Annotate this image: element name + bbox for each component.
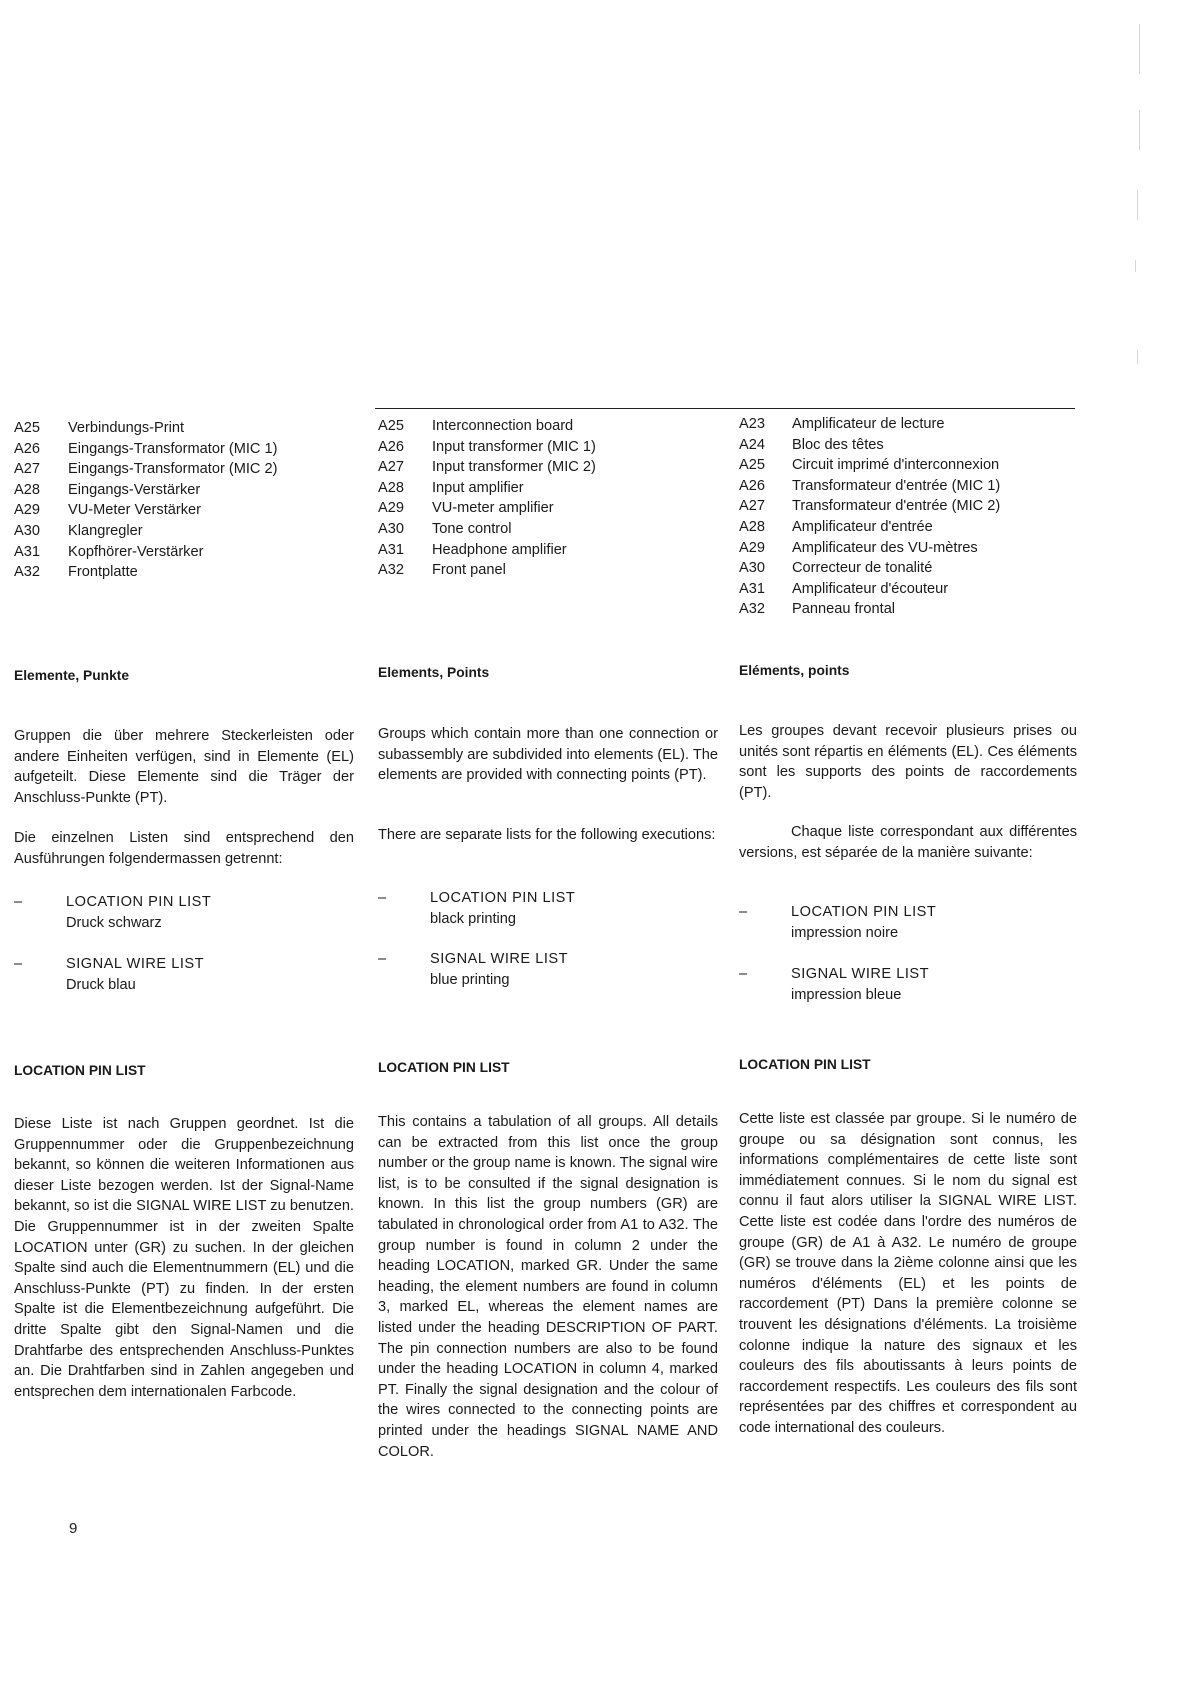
elements-heading: Eléments, points: [739, 663, 850, 678]
group-code: A31: [739, 580, 765, 597]
lists-paragraph: Chaque liste correspondant aux différentes versions, est séparée de la manière suivante:: [739, 824, 1077, 861]
group-code: A31: [378, 541, 404, 558]
location-pin-list-heading: LOCATION PIN LIST: [14, 1063, 146, 1078]
list-item: [739, 476, 1077, 497]
list-subtitle: impression noire: [791, 924, 899, 941]
list-item: [739, 558, 1077, 579]
group-code: A30: [739, 560, 765, 577]
list-item: [378, 540, 718, 561]
group-code: A27: [378, 459, 404, 476]
group-code: A28: [378, 479, 404, 496]
list-subtitle: black printing: [430, 910, 516, 927]
list-subtitle: Druck schwarz: [66, 914, 162, 931]
list-item: [739, 414, 1077, 435]
group-code: A29: [739, 539, 765, 556]
group-name: Eingangs-Verstärker: [68, 481, 201, 498]
list-item: [378, 437, 718, 458]
group-name: Input transformer (MIC 1): [432, 438, 596, 455]
location-pin-list-heading: LOCATION PIN LIST: [378, 1060, 510, 1075]
group-name: Tone control: [432, 520, 512, 537]
group-name: Amplificateur de lecture: [792, 416, 945, 432]
group-code: A25: [739, 457, 765, 474]
group-name: Transformateur d'entrée (MIC 2): [792, 498, 1001, 515]
group-name: Amplificateur d'entrée: [792, 518, 933, 535]
group-name: Front panel: [432, 562, 506, 579]
elements-paragraph: Groups which contain more than one connection or subassembly are subdivided into elements (EL). The elements are provided with connecting points (PT).: [378, 726, 718, 784]
group-code: A25: [378, 418, 404, 434]
group-name: Interconnection board: [432, 418, 574, 434]
list-item: [739, 455, 1077, 476]
group-list: [14, 418, 354, 583]
list-title: SIGNAL WIRE LIST: [430, 951, 569, 967]
list-item: [739, 538, 1077, 559]
elements-heading: Elements, Points: [378, 665, 490, 680]
group-code: A25: [14, 420, 40, 436]
header-rule: [375, 408, 1075, 409]
list-item: [739, 579, 1077, 600]
group-name: Bloc des têtes: [792, 436, 884, 453]
group-code: A29: [14, 502, 40, 519]
list-item: [739, 517, 1077, 538]
group-code: A28: [739, 518, 765, 535]
group-code: A30: [14, 522, 40, 539]
group-name: VU-meter amplifier: [432, 500, 554, 517]
group-code: A28: [14, 481, 40, 498]
group-code: A31: [14, 543, 40, 560]
elements-paragraph: Gruppen die über mehrere Steckerleisten oder andere Einheiten verfügen, sind in Elemente (EL) aufgeteilt. Diese Elemente sind die Träger der Anschluss-Punkte (PT).: [14, 728, 354, 806]
elements-heading: Elemente, Punkte: [14, 668, 130, 683]
list-item: [14, 459, 354, 480]
list-item: [378, 416, 718, 437]
list-item: [14, 500, 354, 521]
list-title: LOCATION PIN LIST: [791, 904, 937, 920]
list-title: LOCATION PIN LIST: [430, 890, 576, 906]
location-pin-list-item: – LOCATION PIN LIST black printing: [378, 888, 718, 929]
group-list: [378, 416, 718, 581]
list-item: [378, 478, 718, 499]
group-name: Transformateur d'entrée (MIC 1): [792, 477, 1001, 494]
group-code: A32: [14, 564, 40, 581]
list-subtitle: impression bleue: [791, 986, 902, 1003]
list-item: [739, 435, 1077, 456]
list-title: LOCATION PIN LIST: [66, 894, 212, 910]
group-code: A27: [739, 498, 765, 515]
group-code: A26: [739, 477, 765, 494]
list-item: [378, 519, 718, 540]
group-name: Circuit imprimé d'interconnexion: [792, 457, 1000, 474]
group-name: Frontplatte: [68, 564, 138, 581]
column-german: [14, 418, 354, 1400]
group-name: Verbindungs-Print: [68, 420, 185, 436]
list-item: [14, 562, 354, 583]
list-item: [378, 498, 718, 519]
column-english: [378, 416, 718, 1460]
location-pin-list-paragraph: Diese Liste ist nach Gruppen geordnet. Ist die Gruppennummer oder die Gruppenbezeichnung bekannt, so können die weiteren Informationen aus dieser Liste bezogen werden. Ist der Signal-Name bekannt, so ist die SIGNAL WIRE LIST zu benutzen. Die Gruppennummer ist in der zweiten Spalte LOCATION unter (GR) zu suchen. In der gleichen Spalte sind auch die Elementnummern (EL) und die Anschluss-Punkte (PT) zu finden. In der ersten Spalte ist die Elementbezeichnung aufgeführt. Die dritte Spalte gibt den Signal-Namen und die Drahtfarbe des entsprechenden Anschluss-Punktes an. Die Drahtfarben sind in Zahlen angegeben und entsprechen dem internationalen Farbcode.: [14, 1116, 354, 1400]
page-number: 9: [69, 1520, 78, 1537]
list-item: [14, 542, 354, 563]
list-item: [378, 457, 718, 478]
list-subtitle: Druck blau: [66, 976, 136, 993]
group-name: Headphone amplifier: [432, 541, 567, 558]
location-pin-list-item: – LOCATION PIN LIST Druck schwarz: [14, 892, 354, 933]
list-title: SIGNAL WIRE LIST: [791, 966, 930, 982]
list-item: [14, 439, 354, 460]
group-list: [739, 414, 1077, 620]
group-name: Kopfhörer-Verstärker: [68, 543, 204, 560]
group-name: Eingangs-Transformator (MIC 2): [68, 461, 278, 478]
group-code: A29: [378, 500, 404, 517]
group-code: A32: [739, 601, 765, 618]
group-code: A27: [14, 461, 40, 478]
group-name: Panneau frontal: [792, 601, 896, 618]
list-title: SIGNAL WIRE LIST: [66, 956, 205, 972]
scan-artifacts: [1115, 20, 1155, 680]
column-french: [739, 414, 1077, 1436]
group-name: Eingangs-Transformator (MIC 1): [68, 440, 278, 457]
signal-wire-list-item: – SIGNAL WIRE LIST blue printing: [378, 949, 718, 990]
location-pin-list-paragraph: Cette liste est classée par groupe. Si le numéro de groupe ou sa désignation sont connus, les informations complémentaires de cette liste sont immédiatement connues. Si le nom du signal est connu il faut alors utiliser la SIGNAL WIRE LIST. Cette liste est codée dans l'ordre des numéros de groupe (GR) de A1 à A32. Le numéro de groupe (GR) se trouve dans la 2ième colonne ainsi que les numéros d'éléments (EL) et les points de raccordement (PT) Dans la première colonne se trouvent les désignations d'éléments. La troisième colonne indique la nature des signaux et les couleurs des fils aboutissants à leurs points de raccordement respectifs. Les couleurs des fils sont représentées par des chiffres et correspondent au code international des couleurs.: [739, 1111, 1077, 1436]
group-name: Input transformer (MIC 2): [432, 459, 596, 476]
group-name: Correcteur de tonalité: [792, 560, 933, 577]
group-code: A26: [14, 440, 40, 457]
location-pin-list-item: – LOCATION PIN LIST impression noire: [739, 902, 1077, 943]
list-item: [378, 560, 718, 581]
group-name: Input amplifier: [432, 479, 524, 496]
elements-paragraph: Les groupes devant recevoir plusieurs prises ou unités sont répartis en éléments (EL). Ces éléments sont les supports des points de raccordements (PT).: [739, 723, 1077, 801]
group-code: A26: [378, 438, 404, 455]
list-item: [14, 418, 354, 439]
location-pin-list-heading: LOCATION PIN LIST: [739, 1057, 871, 1072]
group-code: A30: [378, 520, 404, 537]
list-item: [739, 496, 1077, 517]
lists-paragraph: There are separate lists for the following executions:: [378, 827, 716, 843]
location-pin-list-paragraph: This contains a tabulation of all groups. All details can be extracted from this list once the group number or the group name is known. The signal wire list, is to be consulted if the signal designation is known. In this list the group numbers (GR) are tabulated in chronological order from A1 to A32. The group number is found in column 2 under the heading LOCATION, marked GR. Under the same heading, the element numbers are found in column 3, marked EL, whereas the element names are listed under the heading DESCRIPTION OF PART. The pin connection numbers are also to be found under the heading LOCATION in column 4, marked PT. Finally the signal designation and the colour of the wires connected to the connecting points are printed under the headings SIGNAL NAME AND COLOR.: [378, 1114, 718, 1460]
signal-wire-list-item: – SIGNAL WIRE LIST Druck blau: [14, 954, 354, 995]
lists-paragraph: Die einzelnen Listen sind entsprechend den Ausführungen folgendermassen getrennt:: [14, 830, 354, 867]
signal-wire-list-item: – SIGNAL WIRE LIST impression bleue: [739, 964, 1077, 1005]
group-name: VU-Meter Verstärker: [68, 502, 201, 519]
group-code: A23: [739, 416, 765, 432]
list-item: [14, 480, 354, 501]
group-code: A24: [739, 436, 765, 453]
list-item: [14, 521, 354, 542]
list-item: [739, 599, 1077, 620]
group-code: A32: [378, 562, 404, 579]
group-name: Amplificateur des VU-mètres: [792, 539, 978, 556]
list-subtitle: blue printing: [430, 971, 510, 988]
group-name: Amplificateur d'écouteur: [792, 580, 949, 597]
group-name: Klangregler: [68, 522, 143, 539]
